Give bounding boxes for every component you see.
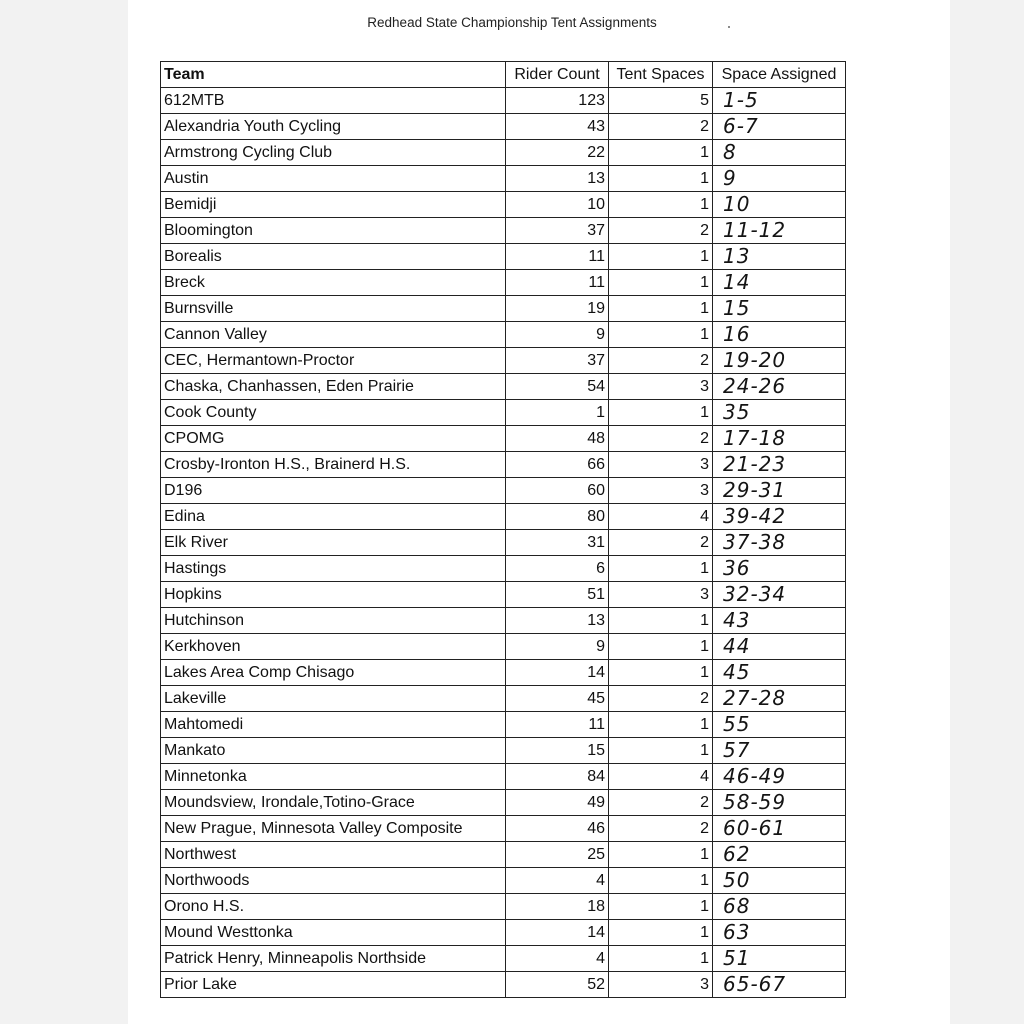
space-assigned-cell: 19-20 <box>713 348 846 374</box>
rider-count-cell: 13 <box>506 166 609 192</box>
team-cell: Mahtomedi <box>161 712 506 738</box>
tent-spaces-cell: 1 <box>609 166 713 192</box>
team-cell: CPOMG <box>161 426 506 452</box>
table-row <box>161 296 846 322</box>
tent-spaces-cell: 2 <box>609 816 713 842</box>
rider-count-cell: 9 <box>506 634 609 660</box>
team-cell: Minnetonka <box>161 764 506 790</box>
header-tent-spaces: Tent Spaces <box>609 62 713 88</box>
team-cell: Hutchinson <box>161 608 506 634</box>
rider-count-cell: 11 <box>506 270 609 296</box>
tent-spaces-cell: 2 <box>609 686 713 712</box>
tent-spaces-cell: 1 <box>609 296 713 322</box>
tent-spaces-cell: 1 <box>609 400 713 426</box>
space-assigned-cell: 21-23 <box>713 452 846 478</box>
tent-spaces-cell: 1 <box>609 712 713 738</box>
table-row <box>161 582 846 608</box>
table-row <box>161 348 846 374</box>
team-cell: Northwoods <box>161 868 506 894</box>
team-cell: Hopkins <box>161 582 506 608</box>
space-assigned-cell: 13 <box>713 244 846 270</box>
table-row <box>161 842 846 868</box>
rider-count-cell: 46 <box>506 816 609 842</box>
header-team: Team <box>161 62 506 88</box>
space-assigned-cell: 27-28 <box>713 686 846 712</box>
space-assigned-cell: 14 <box>713 270 846 296</box>
header-rider-count: Rider Count <box>506 62 609 88</box>
rider-count-cell: 4 <box>506 946 609 972</box>
space-assigned-cell: 55 <box>713 712 846 738</box>
rider-count-cell: 123 <box>506 88 609 114</box>
rider-count-cell: 51 <box>506 582 609 608</box>
space-assigned-cell: 8 <box>713 140 846 166</box>
space-assigned-cell: 1-5 <box>713 88 846 114</box>
team-cell: New Prague, Minnesota Valley Composite <box>161 816 506 842</box>
team-cell: Patrick Henry, Minneapolis Northside <box>161 946 506 972</box>
tent-spaces-cell: 2 <box>609 530 713 556</box>
team-cell: Mound Westtonka <box>161 920 506 946</box>
space-assigned-cell: 15 <box>713 296 846 322</box>
tent-spaces-cell: 1 <box>609 244 713 270</box>
tent-spaces-cell: 1 <box>609 920 713 946</box>
header-row <box>161 62 846 88</box>
tent-spaces-cell: 3 <box>609 972 713 998</box>
tent-spaces-cell: 1 <box>609 946 713 972</box>
team-cell: Crosby-Ironton H.S., Brainerd H.S. <box>161 452 506 478</box>
table-row <box>161 400 846 426</box>
table-row <box>161 192 846 218</box>
space-assigned-cell: 45 <box>713 660 846 686</box>
table-row <box>161 790 846 816</box>
table-row <box>161 634 846 660</box>
tent-spaces-cell: 1 <box>609 894 713 920</box>
document-title: Redhead State Championship Tent Assignments <box>367 15 657 30</box>
tent-spaces-cell: 1 <box>609 660 713 686</box>
rider-count-cell: 11 <box>506 244 609 270</box>
rider-count-cell: 10 <box>506 192 609 218</box>
tent-spaces-cell: 1 <box>609 634 713 660</box>
table-row <box>161 712 846 738</box>
rider-count-cell: 48 <box>506 426 609 452</box>
table-row <box>161 660 846 686</box>
space-assigned-cell: 65-67 <box>713 972 846 998</box>
table-row <box>161 270 846 296</box>
team-cell: Bemidji <box>161 192 506 218</box>
rider-count-cell: 52 <box>506 972 609 998</box>
team-cell: Hastings <box>161 556 506 582</box>
rider-count-cell: 14 <box>506 660 609 686</box>
space-assigned-cell: 44 <box>713 634 846 660</box>
team-cell: Borealis <box>161 244 506 270</box>
tent-spaces-cell: 5 <box>609 88 713 114</box>
tent-spaces-cell: 3 <box>609 452 713 478</box>
rider-count-cell: 19 <box>506 296 609 322</box>
space-assigned-cell: 35 <box>713 400 846 426</box>
rider-count-cell: 22 <box>506 140 609 166</box>
space-assigned-cell: 17-18 <box>713 426 846 452</box>
space-assigned-cell: 58-59 <box>713 790 846 816</box>
rider-count-cell: 37 <box>506 218 609 244</box>
team-cell: Elk River <box>161 530 506 556</box>
team-cell: 612MTB <box>161 88 506 114</box>
team-cell: Edina <box>161 504 506 530</box>
tent-spaces-cell: 1 <box>609 738 713 764</box>
table-row <box>161 946 846 972</box>
table-row <box>161 166 846 192</box>
table-row <box>161 738 846 764</box>
team-cell: Burnsville <box>161 296 506 322</box>
tent-spaces-cell: 1 <box>609 556 713 582</box>
tent-spaces-cell: 2 <box>609 114 713 140</box>
rider-count-cell: 11 <box>506 712 609 738</box>
team-cell: Orono H.S. <box>161 894 506 920</box>
team-cell: Kerkhoven <box>161 634 506 660</box>
tent-spaces-cell: 2 <box>609 348 713 374</box>
rider-count-cell: 43 <box>506 114 609 140</box>
space-assigned-cell: 16 <box>713 322 846 348</box>
tent-spaces-cell: 1 <box>609 192 713 218</box>
table-row <box>161 218 846 244</box>
rider-count-cell: 18 <box>506 894 609 920</box>
tent-spaces-cell: 2 <box>609 426 713 452</box>
space-assigned-cell: 60-61 <box>713 816 846 842</box>
tent-spaces-cell: 4 <box>609 504 713 530</box>
rider-count-cell: 49 <box>506 790 609 816</box>
rider-count-cell: 6 <box>506 556 609 582</box>
tent-spaces-cell: 2 <box>609 218 713 244</box>
space-assigned-cell: 29-31 <box>713 478 846 504</box>
team-cell: Chaska, Chanhassen, Eden Prairie <box>161 374 506 400</box>
team-cell: Prior Lake <box>161 972 506 998</box>
rider-count-cell: 31 <box>506 530 609 556</box>
table-row <box>161 764 846 790</box>
space-assigned-cell: 39-42 <box>713 504 846 530</box>
team-cell: Alexandria Youth Cycling <box>161 114 506 140</box>
rider-count-cell: 84 <box>506 764 609 790</box>
header-space-assigned: Space Assigned <box>713 62 846 88</box>
table-row <box>161 686 846 712</box>
tent-spaces-cell: 4 <box>609 764 713 790</box>
space-assigned-cell: 57 <box>713 738 846 764</box>
space-assigned-cell: 68 <box>713 894 846 920</box>
team-cell: Lakeville <box>161 686 506 712</box>
team-cell: Bloomington <box>161 218 506 244</box>
team-cell: Austin <box>161 166 506 192</box>
table-row <box>161 88 846 114</box>
space-assigned-cell: 9 <box>713 166 846 192</box>
space-assigned-cell: 32-34 <box>713 582 846 608</box>
table-row <box>161 426 846 452</box>
table-row <box>161 140 846 166</box>
team-cell: Cannon Valley <box>161 322 506 348</box>
tent-spaces-cell: 1 <box>609 868 713 894</box>
team-cell: D196 <box>161 478 506 504</box>
table-row <box>161 530 846 556</box>
space-assigned-cell: 37-38 <box>713 530 846 556</box>
rider-count-cell: 66 <box>506 452 609 478</box>
table-row <box>161 322 846 348</box>
team-cell: Northwest <box>161 842 506 868</box>
space-assigned-cell: 63 <box>713 920 846 946</box>
table-row <box>161 868 846 894</box>
table-row <box>161 244 846 270</box>
space-assigned-cell: 36 <box>713 556 846 582</box>
space-assigned-cell: 51 <box>713 946 846 972</box>
rider-count-cell: 15 <box>506 738 609 764</box>
rider-count-cell: 37 <box>506 348 609 374</box>
space-assigned-cell: 46-49 <box>713 764 846 790</box>
table-row <box>161 920 846 946</box>
tent-assignment-table <box>160 61 846 998</box>
space-assigned-cell: 6-7 <box>713 114 846 140</box>
tent-spaces-cell: 3 <box>609 478 713 504</box>
table-row <box>161 972 846 998</box>
table-row <box>161 504 846 530</box>
table-row <box>161 114 846 140</box>
tent-spaces-cell: 1 <box>609 842 713 868</box>
table-row <box>161 478 846 504</box>
stray-mark <box>728 26 730 28</box>
rider-count-cell: 80 <box>506 504 609 530</box>
tent-spaces-cell: 1 <box>609 140 713 166</box>
table-row <box>161 556 846 582</box>
team-cell: Mankato <box>161 738 506 764</box>
table-row <box>161 816 846 842</box>
tent-spaces-cell: 1 <box>609 270 713 296</box>
rider-count-cell: 14 <box>506 920 609 946</box>
team-cell: Breck <box>161 270 506 296</box>
team-cell: CEC, Hermantown-Proctor <box>161 348 506 374</box>
space-assigned-cell: 24-26 <box>713 374 846 400</box>
tent-spaces-cell: 1 <box>609 608 713 634</box>
rider-count-cell: 25 <box>506 842 609 868</box>
space-assigned-cell: 10 <box>713 192 846 218</box>
rider-count-cell: 60 <box>506 478 609 504</box>
space-assigned-cell: 50 <box>713 868 846 894</box>
tent-spaces-cell: 3 <box>609 374 713 400</box>
rider-count-cell: 4 <box>506 868 609 894</box>
team-cell: Lakes Area Comp Chisago <box>161 660 506 686</box>
team-cell: Armstrong Cycling Club <box>161 140 506 166</box>
rider-count-cell: 54 <box>506 374 609 400</box>
space-assigned-cell: 43 <box>713 608 846 634</box>
rider-count-cell: 9 <box>506 322 609 348</box>
table-row <box>161 374 846 400</box>
table-row <box>161 894 846 920</box>
team-cell: Moundsview, Irondale,Totino-Grace <box>161 790 506 816</box>
space-assigned-cell: 11-12 <box>713 218 846 244</box>
rider-count-cell: 1 <box>506 400 609 426</box>
space-assigned-cell: 62 <box>713 842 846 868</box>
table-row <box>161 608 846 634</box>
rider-count-cell: 13 <box>506 608 609 634</box>
rider-count-cell: 45 <box>506 686 609 712</box>
tent-spaces-cell: 1 <box>609 322 713 348</box>
tent-spaces-cell: 2 <box>609 790 713 816</box>
tent-spaces-cell: 3 <box>609 582 713 608</box>
table-row <box>161 452 846 478</box>
team-cell: Cook County <box>161 400 506 426</box>
